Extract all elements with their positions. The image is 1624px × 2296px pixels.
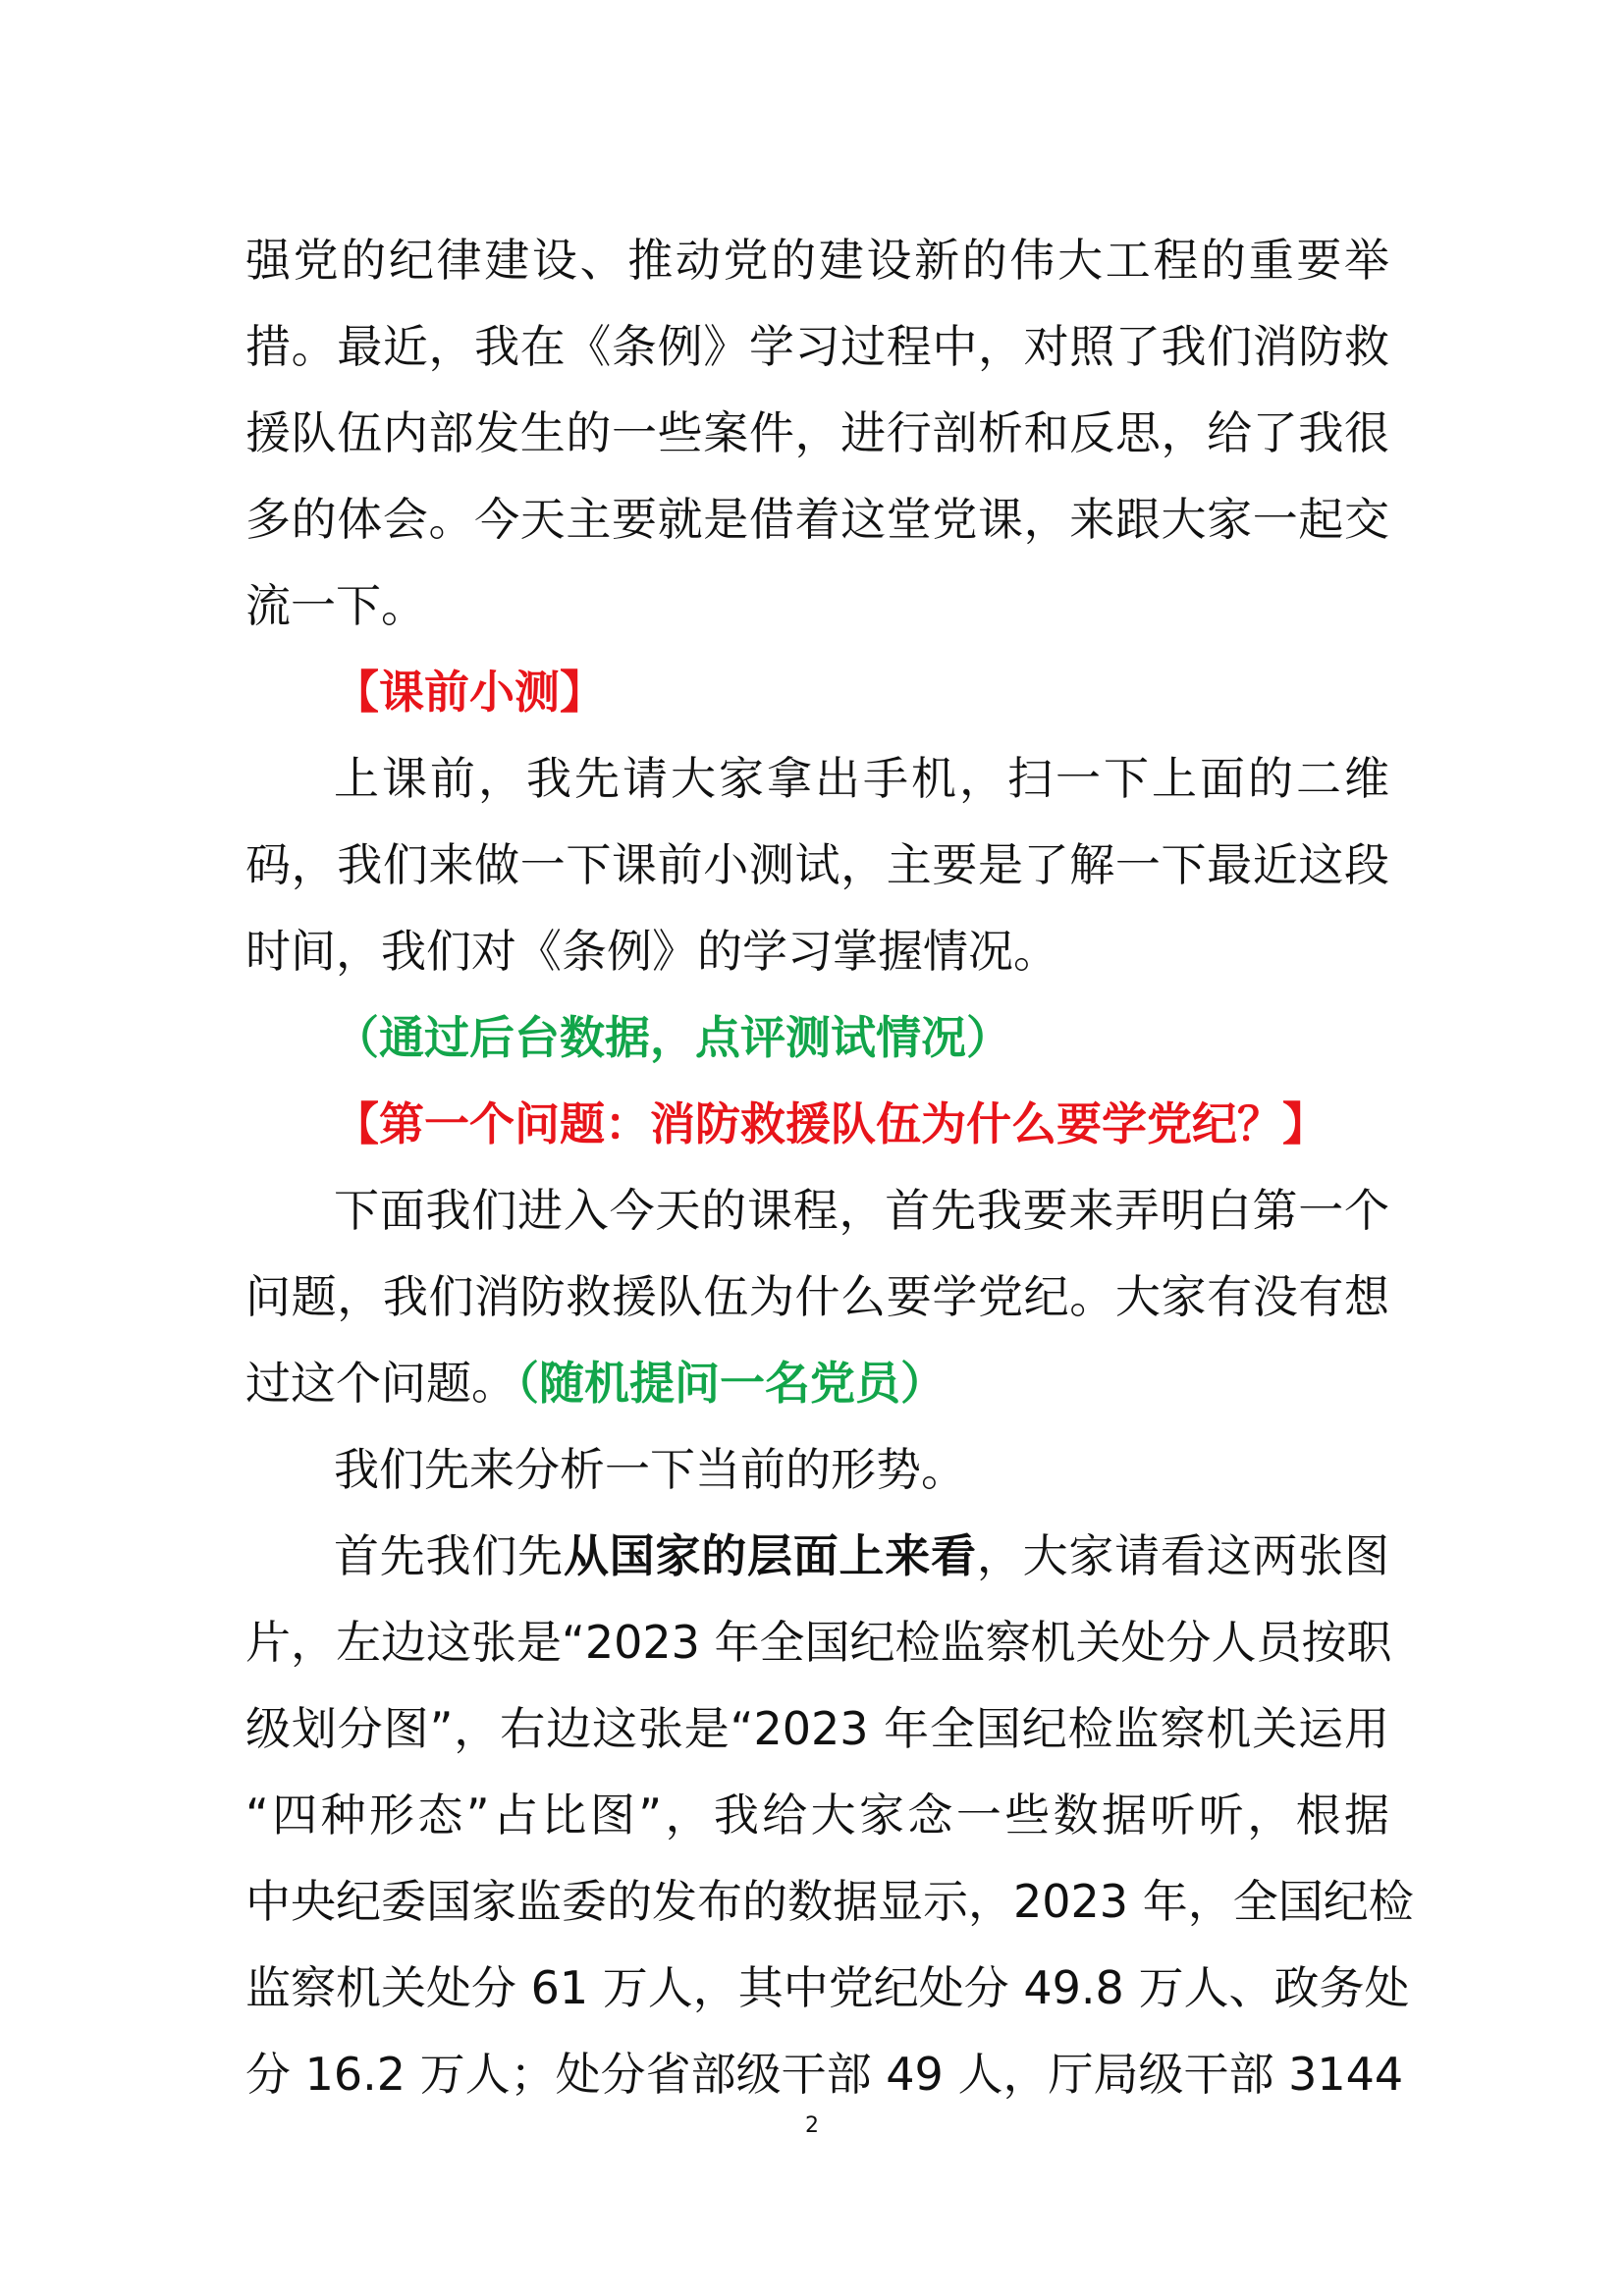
national-line-7: 分 16.2 万人；处分省部级干部 49 人，厅局级干部 3144 xyxy=(245,2048,1404,2101)
question1-line-3 xyxy=(245,1354,1389,1413)
quiz-line-1: 上课前，我先请大家拿出手机，扫一下上面的二维 xyxy=(334,752,1389,805)
intro-line-5: 流一下。 xyxy=(245,579,426,632)
intro-line-1: 强党的纪律建设、推动党的建设新的伟大工程的重要举 xyxy=(245,234,1389,287)
situation-line: 我们先来分析一下当前的形势。 xyxy=(334,1443,966,1496)
national-line-2: 片，左边这张是“2023 年全国纪检监察机关处分人员按职 xyxy=(245,1616,1392,1669)
quiz-line-3: 时间，我们对《条例》的学习掌握情况。 xyxy=(245,925,1058,978)
national-line-1-bold: 从国家的层面上来看 xyxy=(563,1529,977,1582)
national-line-1 xyxy=(334,1526,1389,1585)
intro-line-4: 多的体会。今天主要就是借着这堂党课，来跟大家一起交 xyxy=(245,493,1389,546)
heading-first-question: 【第一个问题：消防救援队伍为什么要学党纪？】 xyxy=(334,1097,1327,1150)
note-backend-data: （通过后台数据，点评测试情况） xyxy=(334,1011,1011,1064)
national-line-1-suffix: ，大家请看这两张图 xyxy=(976,1529,1390,1582)
page-number: 2 xyxy=(805,2113,819,2138)
question1-line-2: 问题，我们消防救援队伍为什么要学党纪。大家有没有想 xyxy=(245,1270,1389,1323)
national-line-3: 级划分图”，右边这张是“2023 年全国纪检监察机关运用 xyxy=(245,1702,1389,1755)
national-line-4: “四种形态”占比图”，我给大家念一些数据听听，根据 xyxy=(245,1789,1389,1842)
note-random-question: （随机提问一名党员） xyxy=(516,1357,946,1410)
question1-line-3-text: 过这个问题。 xyxy=(245,1357,516,1410)
national-line-6: 监察机关处分 61 万人，其中党纪处分 49.8 万人、政务处 xyxy=(245,1961,1410,2014)
intro-line-3: 援队伍内部发生的一些案件，进行剖析和反思，给了我很 xyxy=(245,406,1389,459)
heading-pre-class-quiz: 【课前小测】 xyxy=(334,666,605,719)
question1-line-1: 下面我们进入今天的课程，首先我要来弄明白第一个 xyxy=(334,1184,1389,1237)
quiz-line-2: 码，我们来做一下课前小测试，主要是了解一下最近这段 xyxy=(245,838,1389,891)
intro-line-2: 措。最近，我在《条例》学习过程中，对照了我们消防救 xyxy=(245,320,1389,373)
national-line-5: 中央纪委国家监委的发布的数据显示，2023 年，全国纪检 xyxy=(245,1875,1414,1928)
national-line-1-prefix: 首先我们先 xyxy=(334,1529,564,1582)
